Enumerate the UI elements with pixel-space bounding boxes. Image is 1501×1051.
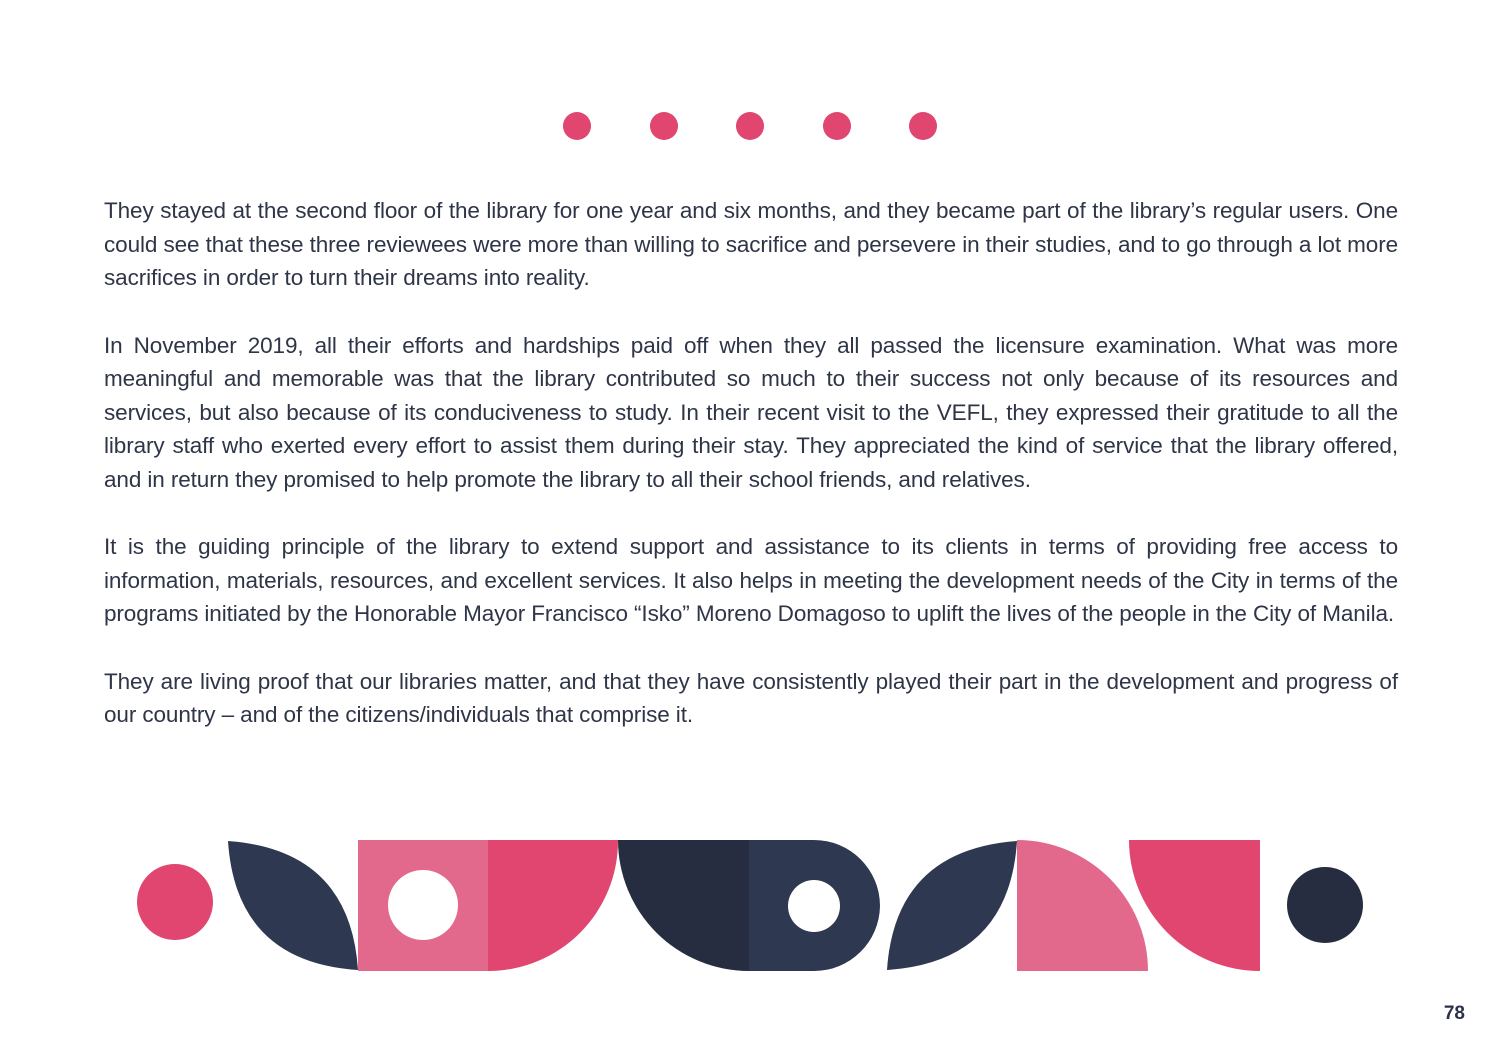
navy-rounded-shape [749, 840, 880, 971]
body-text [104, 194, 1398, 766]
divider-dot [909, 112, 937, 140]
light-pink-square-shape [358, 840, 488, 971]
navy-leaf-shape [887, 841, 1017, 970]
page-number: 78 [1443, 1003, 1465, 1024]
divider-dot [650, 112, 678, 140]
pink-circle-shape [137, 864, 213, 940]
navy-leaf-shape [228, 841, 358, 970]
pink-quarter-shape [488, 840, 618, 971]
dark-navy-circle-shape [1287, 867, 1363, 943]
pink-quarter-shape [1129, 840, 1260, 971]
divider-dot [736, 112, 764, 140]
light-pink-quarter-shape [1017, 840, 1148, 971]
paragraph-3: It is the guiding principle of the library to extend support and assistance to its clients in terms of providing free access to information, materials, resources, and excellent services. It also helps in meeting the development needs of the City in terms of the programs initiated by the Honorable Mayor Francisco “Isko” Moreno Domagoso to uplift the lives of the people in the City of Manila. [104, 534, 1398, 626]
dark-navy-quarter-shape [618, 840, 749, 971]
paragraph-2: In November 2019, all their efforts and hardships paid off when they all passed the licensure examination. What was more meaningful and memorable was that the library contributed so much to their success not only because of its resources and services, but also because of its conduciveness to study. In their recent visit to the VEFL, they expressed their gratitude to all the library staff who exerted every effort to assist them during their stay. They appreciated the kind of service that the library offered, and in return they promised to help promote the library to all their school friends, and relatives. [104, 332, 1398, 492]
paragraph-1: They stayed at the second floor of the library for one year and six months, and they became part of the library’s regular users. One could see that these three reviewees were more than willing to sacrifice and persevere in their studies, and to go through a lot more sacrifices in order to turn their dreams into reality. [104, 198, 1398, 290]
paragraph-4: They are living proof that our libraries matter, and that they have consistently played their part in the development and progress of our country – and of the citizens/individuals that comprise it. [104, 668, 1398, 727]
divider-dot [823, 112, 851, 140]
white-hole-shape [388, 870, 458, 940]
divider-dot [563, 112, 591, 140]
top-dot-divider [563, 112, 939, 142]
white-hole-shape [788, 880, 840, 932]
